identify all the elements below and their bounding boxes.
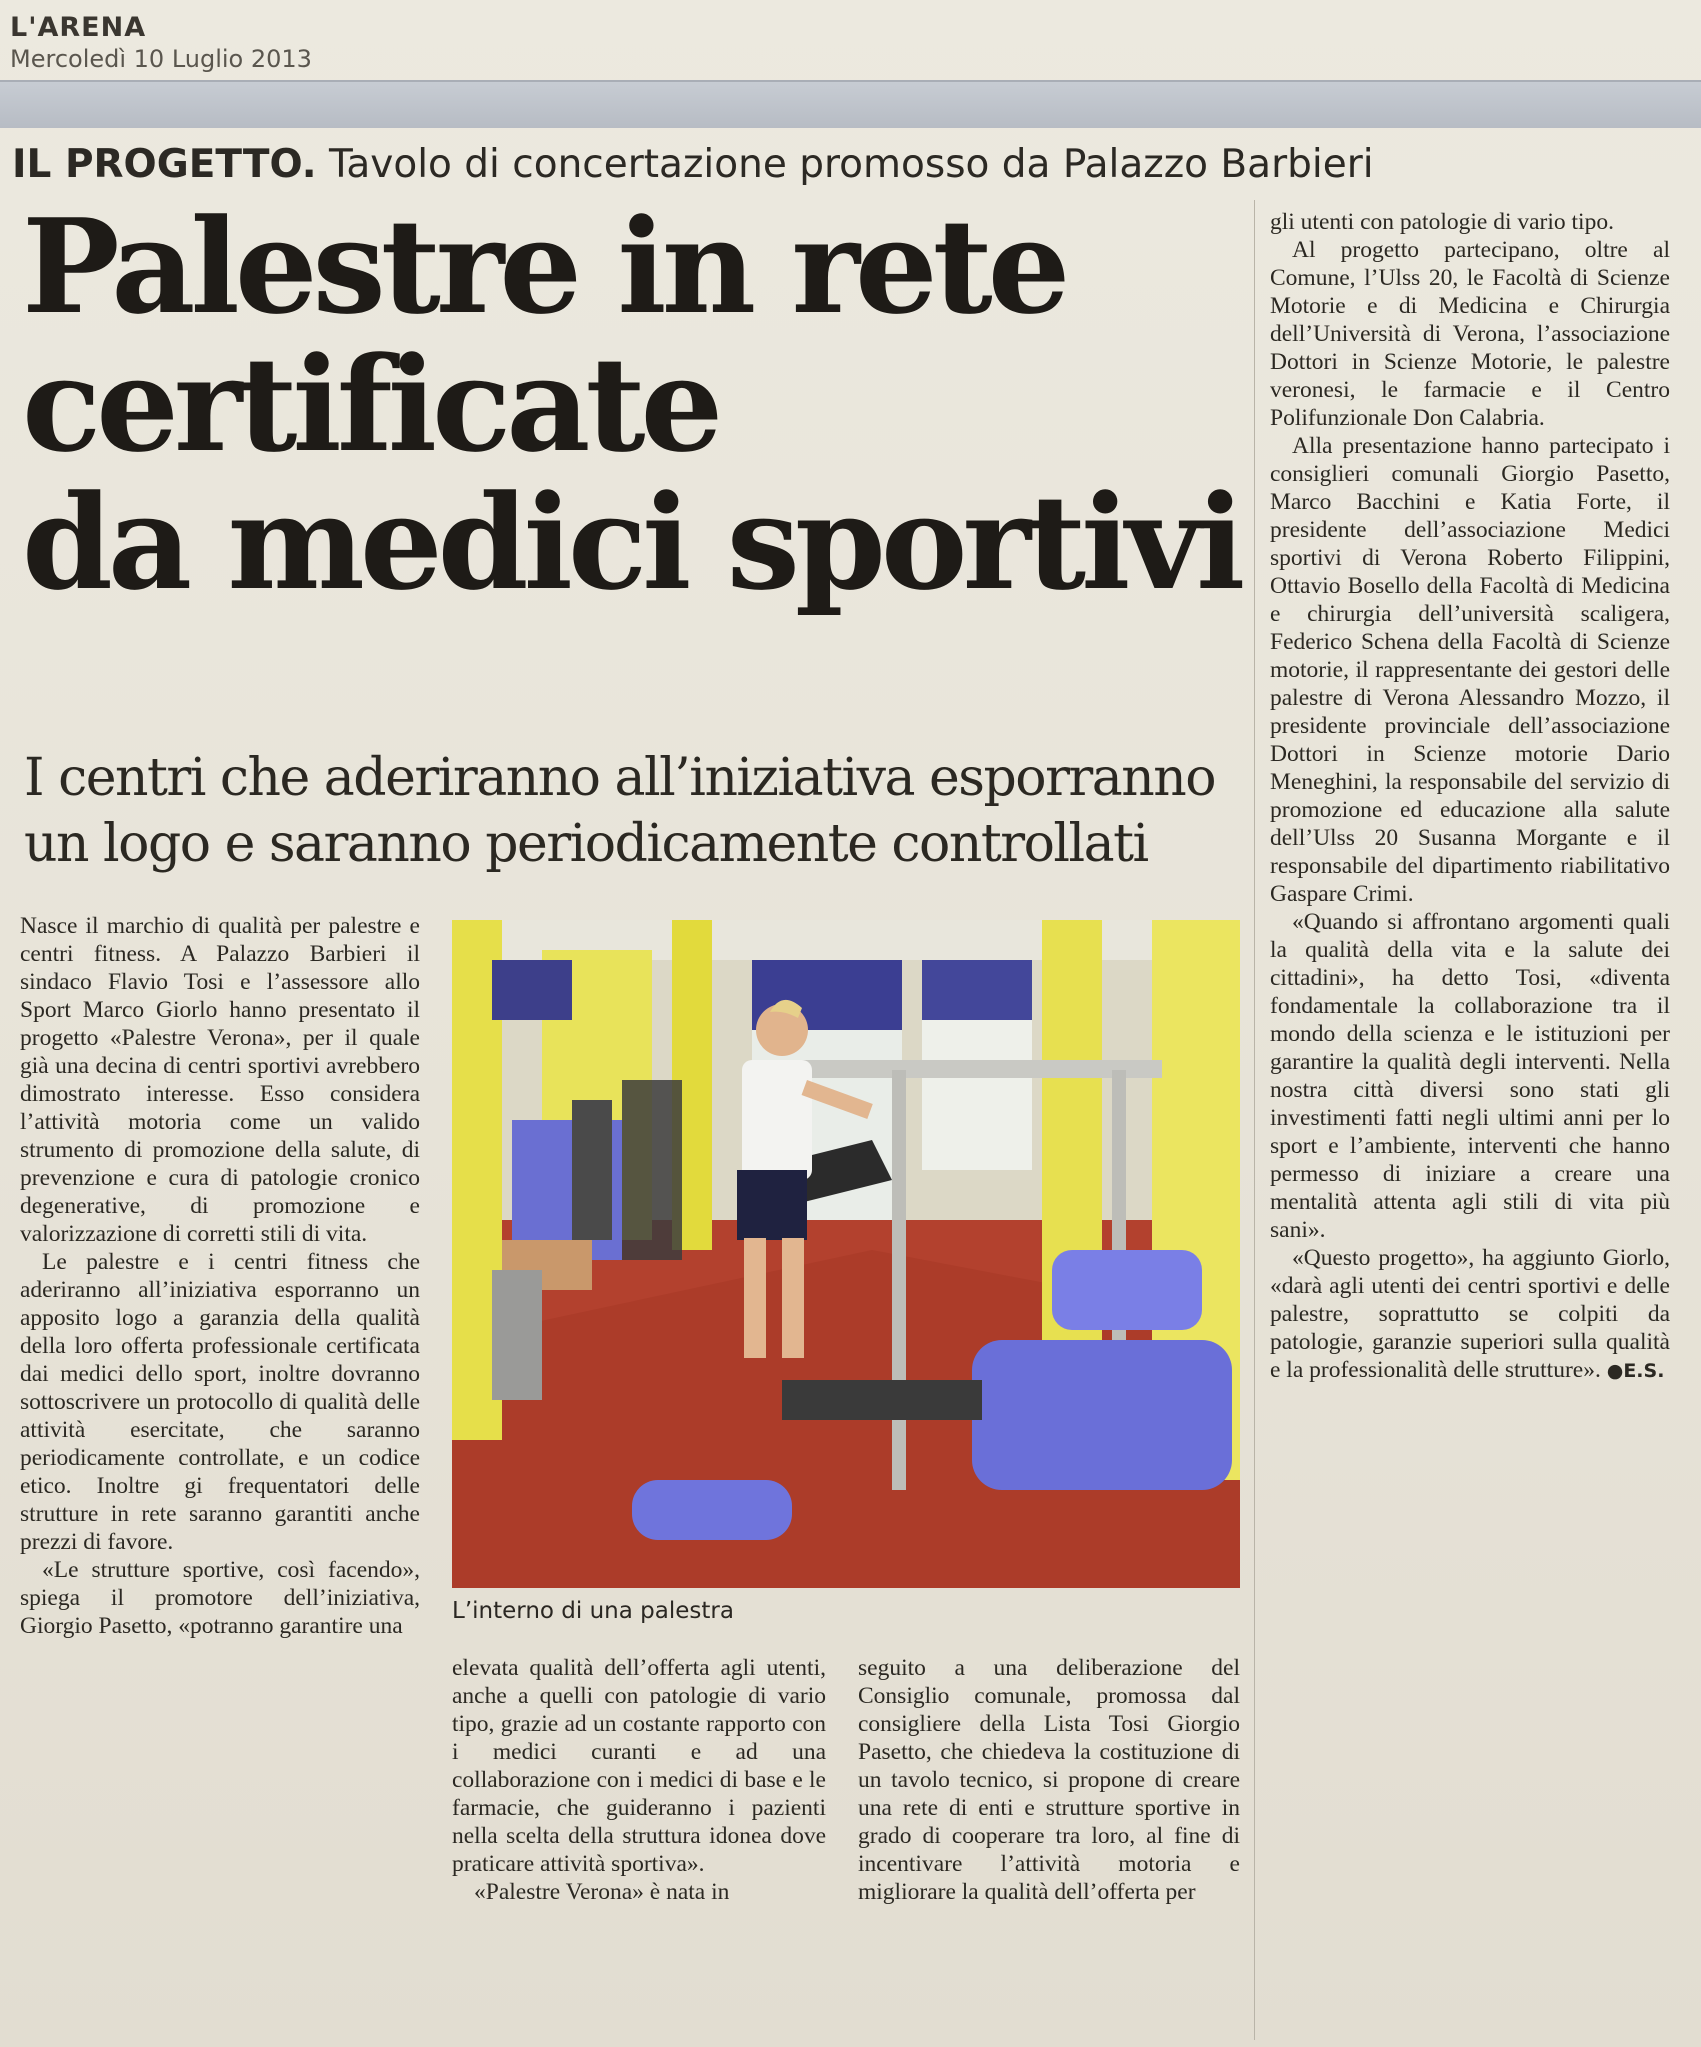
masthead (10, 12, 312, 73)
issue-date: Mercoledì 10 Luglio 2013 (10, 45, 312, 73)
kicker (12, 142, 1374, 187)
article-column-1 (20, 912, 420, 1640)
article-column-3 (858, 1654, 1240, 1906)
article-paragraph: elevata qualità dell’offerta agli utenti, anche a quelli con patologie di vario tipo, grazie ad un costante rapporto con i medici curanti e ad una collaborazione con i medici di base e le farmacie, che guideranno i pazienti nella scelta della struttura idonea dove praticare attività sportiva». (452, 1655, 826, 1877)
article-paragraph-text: «Questo progetto», ha aggiunto Giorlo, «darà agli utenti dei centri sportivi e delle palestre, soprattutto se colpiti da patologie, garanzie superiori sulla qualità e la professionalità delle strutture». (1270, 1245, 1670, 1383)
article-paragraph: «Le strutture sportive, così facendo», spiega il promotore dell’iniziativa, Giorgio Pasetto, «potranno garantire una (20, 1557, 420, 1639)
article-paragraph: «Palestre Verona» è nata in (474, 1879, 730, 1905)
gym-photo (452, 920, 1240, 1588)
subheadline (24, 745, 1264, 877)
article-paragraph: gli utenti con patologie di vario tipo. (1270, 209, 1614, 235)
article-paragraph: Nasce il marchio di qualità per palestre e centri fitness. A Palazzo Barbieri il sindaco Flavio Tosi e l’assessore allo Sport Marco Giorlo hanno presentato il progetto «Palestre Verona», per il quale già una decina di centri sportivi avrebbero dimostrato interesse. Esso considera l’attività motoria come un valido strumento di promozione della salute, di prevenzione e cura di patologie cronico degenerative, di promozione e valorizzazione di corretti stili di vita. (20, 913, 420, 1247)
header-band (0, 80, 1701, 128)
newspaper-name: L'ARENA (10, 12, 147, 43)
gym-photo-illustration (452, 920, 1240, 1588)
subheadline-line: un logo e saranno periodicamente controllati (24, 814, 1148, 874)
headline-line: da medici sportivi (22, 466, 1241, 619)
article-paragraph: Le palestre e i centri fitness che aderiranno all’iniziativa esporranno un apposito logo a garanzia della qualità della loro offerta professionale certificata dai medici dello sport, inoltre dovranno sottoscrivere un protocollo di qualità delle attività esercitate, che saranno periodicamente controllate, e un codice etico. Inoltre gi frequentatori delle strutture in rete saranno garantiti anche prezzi di favore. (20, 1249, 420, 1555)
author-signoff: ●E.S. (1606, 1360, 1665, 1382)
article-paragraph: Al progetto partecipano, oltre al Comune, l’Ulss 20, le Facoltà di Scienze Motorie e di Medicina e Chirurgia dell’Università di Verona, l’associazione Dottori in Scienze Motorie, le palestre veronesi, le farmacie e il Centro Polifunzionale Don Calabria. (1270, 237, 1670, 431)
kicker-label: IL PROGETTO. (12, 142, 317, 187)
article-paragraph: seguito a una deliberazione del Consiglio comunale, promossa dal consigliere della Lista Tosi Giorgio Pasetto, che chiedeva la costituzione di un tavolo tecnico, si propone di creare una rete di enti e strutture sportive in grado di cooperare tra loro, al fine di incentivare l’attività motoria e migliorare la qualità dell’offerta per (858, 1655, 1240, 1905)
article-column-4 (1270, 208, 1670, 1385)
subheadline-line: I centri che aderiranno all’iniziativa esporranno (24, 748, 1216, 808)
article-paragraph: «Quando si affrontano argomenti quali la qualità della vita e la salute dei cittadini», ha detto Tosi, «diventa fondamentale la collaborazione tra il mondo della scienza e le istituzioni per garantire la qualità degli interventi. Nella nostra città diversi sono stati gli investimenti fatti negli ultimi anni per lo sport e l’ambiente, interventi che hanno permesso di iniziare a creare una mentalità attenta agli stili di vita più sani». (1270, 909, 1670, 1243)
headline-line: certificate (22, 328, 719, 481)
column-divider (1254, 200, 1255, 2040)
article-paragraph (1270, 1244, 1670, 1385)
article-column-2 (452, 1654, 826, 1906)
headline-line: Palestre in rete (22, 190, 1066, 343)
photo-caption: L’interno di una palestra (452, 1598, 734, 1624)
article-paragraph: Alla presentazione hanno partecipato i consiglieri comunali Giorgio Pasetto, Marco Bacchini e Katia Forte, il presidente dell’associazione Medici sportivi di Verona Roberto Filippini, Ottavio Bosello della Facoltà di Medicina e chirurgia dell’università scaligera, Federico Schena della Facoltà di Scienze motorie, il rappresentante dei gestori delle palestre di Verona Alessandro Mozzo, il presidente provinciale dell’associazione Dottori in Scienze motorie Dario Meneghini, la responsabile del servizio di promozione ed educazione alla salute dell’Ulss 20 Susanna Morgante e il responsabile del dipartimento riabilitativo Gaspare Crimi. (1270, 433, 1670, 907)
kicker-text: Tavolo di concertazione promosso da Palazzo Barbieri (328, 142, 1374, 187)
headline (22, 190, 1272, 619)
